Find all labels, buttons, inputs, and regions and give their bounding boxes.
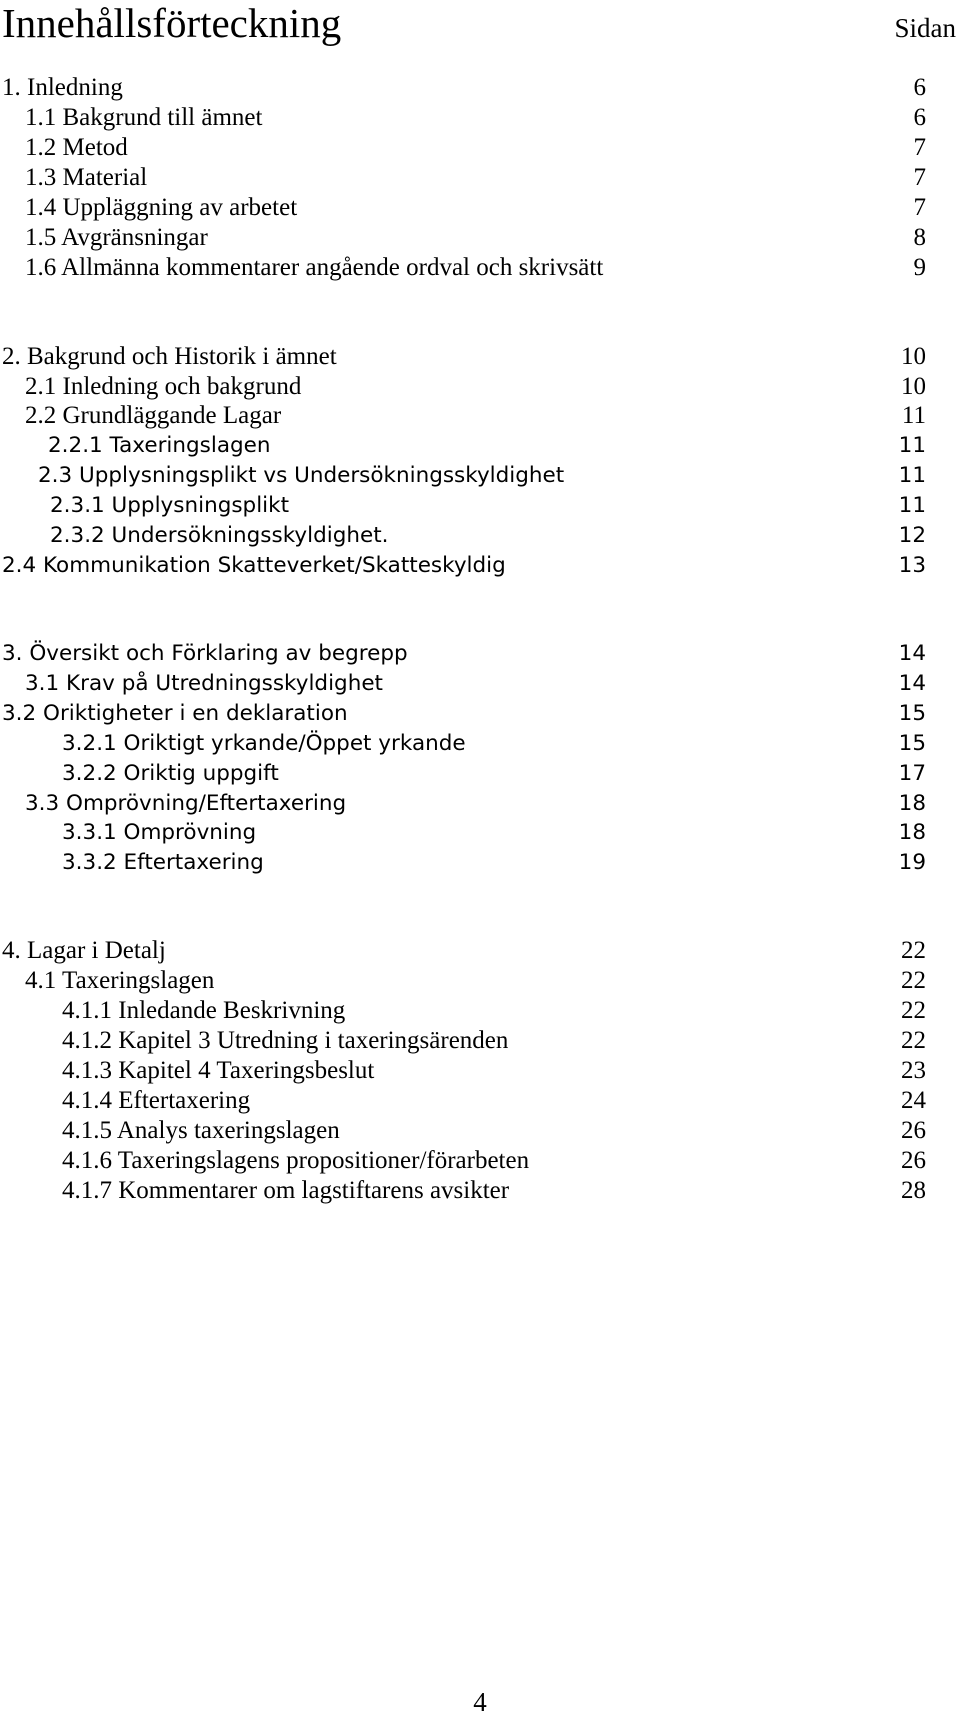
toc-entry-page: 8: [913, 224, 926, 251]
toc-entry-page: 11: [898, 463, 926, 488]
toc-entry: [0, 251, 960, 285]
toc-entry-title: 4.1.4 Eftertaxering: [62, 1087, 251, 1114]
toc-entry: [0, 846, 960, 880]
toc-entry: [0, 549, 960, 583]
toc-entry: [0, 1054, 960, 1088]
toc-entry-title: 4.1.1 Inledande Beskrivning: [62, 997, 346, 1024]
toc-entry: [0, 1174, 960, 1208]
toc-entry-title: 4.1.5 Analys taxeringslagen: [62, 1117, 340, 1144]
toc-entry-title: 4.1.3 Kapitel 4 Taxeringsbeslut: [62, 1057, 375, 1084]
toc-entry: [0, 727, 960, 761]
page-title: Innehållsförteckning: [2, 0, 342, 46]
toc-entry-title: 2.4 Kommunikation Skatteverket/Skatteskyldig: [2, 553, 506, 578]
toc-entry-page: 7: [913, 134, 926, 161]
toc-entry-title: 3. Översikt och Förklaring av begrepp: [2, 641, 408, 666]
toc-entry-page: 14: [898, 671, 926, 696]
toc-entry: [0, 71, 960, 105]
toc-entry-title: 2. Bakgrund och Historik i ämnet: [2, 343, 337, 370]
toc-entry-page: 18: [898, 820, 926, 845]
toc-entry-page: 26: [901, 1117, 926, 1144]
toc-entry-title: 1.5 Avgränsningar: [25, 224, 208, 251]
toc-entry-title: 3.2 Oriktigheter i en deklaration: [2, 701, 348, 726]
toc-entry-title: 1.4 Uppläggning av arbetet: [25, 194, 298, 221]
toc-entry: [0, 1084, 960, 1118]
toc-entry: [0, 816, 960, 850]
toc-entry: [0, 697, 960, 731]
toc-entry-page: 7: [913, 194, 926, 221]
toc-entry-page: 15: [898, 701, 926, 726]
toc-entry-title: 4.1 Taxeringslagen: [25, 967, 215, 994]
toc-entry-page: 7: [913, 164, 926, 191]
toc-entry: [0, 994, 960, 1028]
toc-entry-page: 17: [898, 761, 926, 786]
toc-entry: [0, 340, 960, 374]
toc-entry-page: 28: [901, 1177, 926, 1204]
toc-entry-title: 3.2.1 Oriktigt yrkande/Öppet yrkande: [62, 731, 466, 756]
toc-entry-page: 6: [913, 74, 926, 101]
toc-entry: [0, 459, 960, 493]
toc-entry-page: 6: [913, 104, 926, 131]
toc-entry-page: 15: [898, 731, 926, 756]
page-column-label: Sidan: [894, 13, 956, 43]
toc-entry-title: 3.1 Krav på Utredningsskyldighet: [25, 671, 383, 696]
toc-entry-title: 3.3.1 Omprövning: [62, 820, 257, 845]
toc-entry-title: 4.1.6 Taxeringslagens propositioner/förarbeten: [62, 1147, 530, 1174]
toc-entry: [0, 131, 960, 165]
toc-entry-page: 24: [901, 1087, 926, 1114]
toc-entry: [0, 221, 960, 255]
toc-entry-title: 2.1 Inledning och bakgrund: [25, 373, 302, 400]
toc-entry-title: 3.2.2 Oriktig uppgift: [62, 761, 279, 786]
toc-entry-page: 22: [901, 997, 926, 1024]
toc-entry: [0, 101, 960, 135]
toc-entry: [0, 191, 960, 225]
toc-entry-title: 2.2 Grundläggande Lagar: [25, 402, 282, 429]
toc-entry-page: 22: [901, 967, 926, 994]
toc-entry: [0, 1024, 960, 1058]
toc-entry-page: 11: [898, 433, 926, 458]
toc-entry-page: 22: [901, 937, 926, 964]
toc-entry-page: 13: [898, 553, 926, 578]
toc-entry: [0, 667, 960, 701]
toc-entry: [0, 637, 960, 671]
toc-entry-title: 1.6 Allmänna kommentarer angående ordval och skrivsätt: [25, 254, 604, 281]
toc-entry-page: 9: [913, 254, 926, 281]
toc-entry-page: 23: [901, 1057, 926, 1084]
toc-entry-page: 26: [901, 1147, 926, 1174]
toc-entry-page: 19: [898, 850, 926, 875]
toc-entry: [0, 1144, 960, 1178]
toc-entry-page: 22: [901, 1027, 926, 1054]
toc-entry-title: 3.3.2 Eftertaxering: [62, 850, 264, 875]
toc-entry: [0, 429, 960, 463]
toc-entry: [0, 964, 960, 998]
toc-entry-title: 2.3.1 Upplysningsplikt: [50, 493, 290, 518]
toc-entry: [0, 519, 960, 553]
toc-entry-title: 2.3 Upplysningsplikt vs Undersökningsskyldighet: [38, 463, 565, 488]
toc-entry-title: 4. Lagar i Detalj: [2, 937, 166, 964]
toc-entry: [0, 399, 960, 433]
toc-entry-title: 1.1 Bakgrund till ämnet: [25, 104, 263, 131]
toc-entry-title: 2.3.2 Undersökningsskyldighet.: [50, 523, 389, 548]
toc-entry-title: 2.2.1 Taxeringslagen: [48, 433, 271, 458]
toc-entry-page: 11: [901, 402, 926, 429]
toc-entry-page: 12: [898, 523, 926, 548]
toc-entry: [0, 934, 960, 968]
toc-entry-page: 11: [898, 493, 926, 518]
toc-entry-page: 10: [901, 343, 926, 370]
toc-entry: [0, 161, 960, 195]
toc-entry-title: 3.3 Omprövning/Eftertaxering: [25, 791, 347, 816]
toc-entry-title: 1.2 Metod: [25, 134, 128, 161]
toc-entry-page: 18: [898, 791, 926, 816]
toc-entry: [0, 757, 960, 791]
toc-entry-title: 4.1.7 Kommentarer om lagstiftarens avsikter: [62, 1177, 510, 1204]
toc-entry-title: 4.1.2 Kapitel 3 Utredning i taxeringsärenden: [62, 1027, 509, 1054]
toc-entry-title: 1. Inledning: [2, 74, 123, 101]
toc-entry-title: 1.3 Material: [25, 164, 148, 191]
toc-entry: [0, 1114, 960, 1148]
page-number: 4: [473, 1687, 487, 1717]
toc-entry: [0, 489, 960, 523]
toc-entry-page: 10: [901, 373, 926, 400]
toc-entry-page: 14: [898, 641, 926, 666]
